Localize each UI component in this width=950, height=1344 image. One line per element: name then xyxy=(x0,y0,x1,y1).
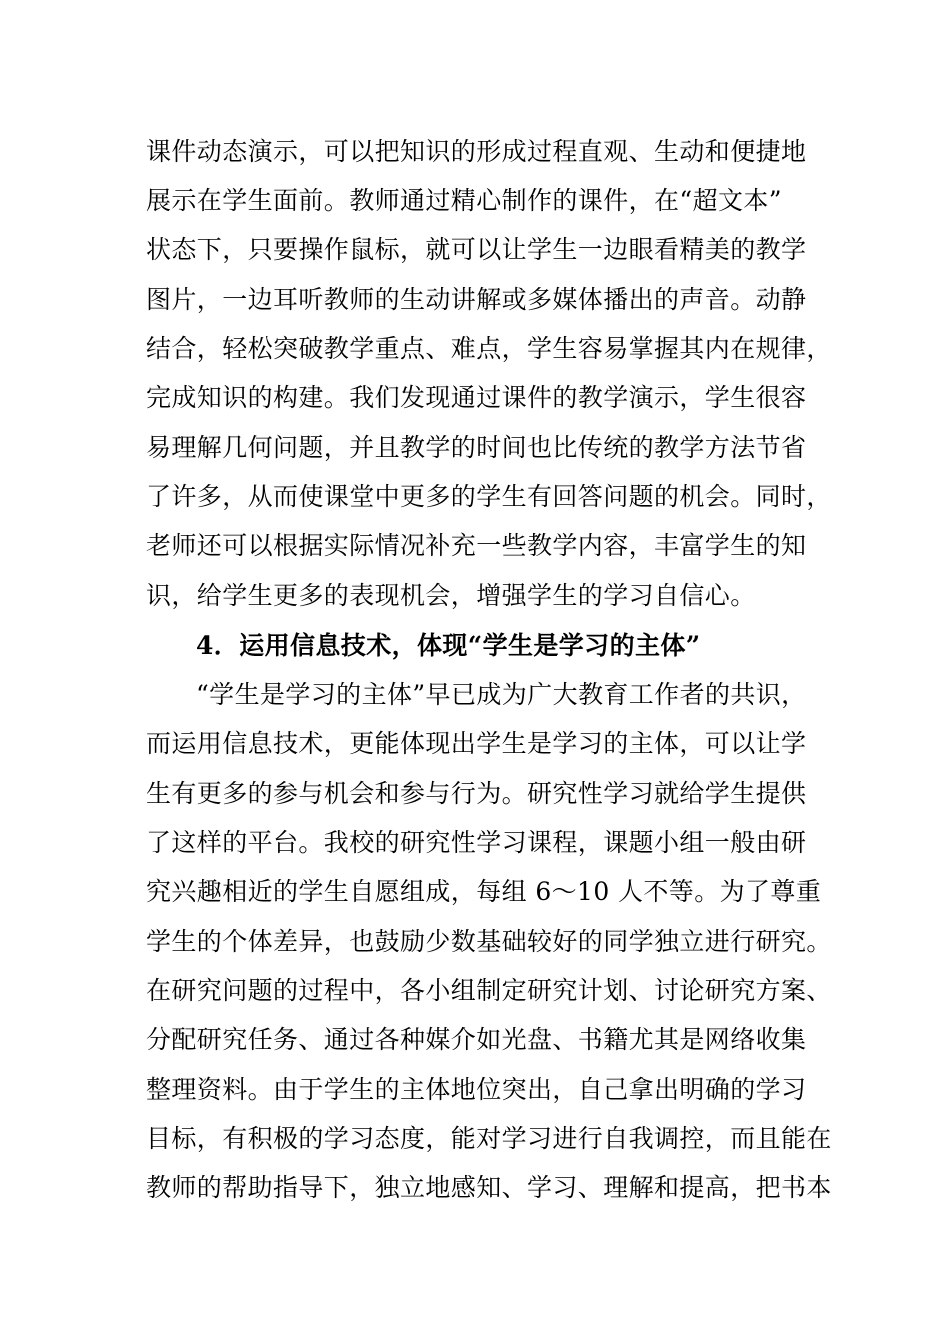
paragraph-line: 展示在学生面前。教师通过精心制作的课件，在“超文本” xyxy=(146,186,782,215)
paragraph-line: 完成知识的构建。我们发现通过课件的教学演示，学生很容 xyxy=(146,383,807,412)
paragraph-line: 在研究问题的过程中，各小组制定研究计划、讨论研究方案、 xyxy=(146,976,832,1005)
paragraph-line: “学生是学习的主体”早已成为广大教育工作者的共识， xyxy=(196,680,807,709)
paragraph-line: 整理资料。由于学生的主体地位突出，自己拿出明确的学习 xyxy=(146,1075,807,1104)
paragraph-line: 识，给学生更多的表现机会，增强学生的学习自信心。 xyxy=(146,581,756,610)
paragraph-line: 生有更多的参与机会和参与行为。研究性学习就给学生提供 xyxy=(146,779,807,808)
paragraph-line: 目标，有积极的学习态度，能对学习进行自我调控，而且能在 xyxy=(146,1124,832,1153)
paragraph-line: 学生的个体差异，也鼓励少数基础较好的同学独立进行研究。 xyxy=(146,927,832,956)
section-heading: 4．运用信息技术，体现“学生是学习的主体” xyxy=(196,631,701,660)
paragraph-line: 了许多，从而使课堂中更多的学生有回答问题的机会。同时， xyxy=(146,482,832,511)
paragraph-line: 结合，轻松突破教学重点、难点，学生容易掌握其内在规律， xyxy=(146,334,832,363)
paragraph-line: 老师还可以根据实际情况补充一些教学内容，丰富学生的知 xyxy=(146,531,807,560)
paragraph-line: 分配研究任务、通过各种媒介如光盘、书籍尤其是网络收集 xyxy=(146,1025,807,1054)
paragraph-line: 了这样的平台。我校的研究性学习课程，课题小组一般由研 xyxy=(146,828,807,857)
paragraph-line: 课件动态演示，可以把知识的形成过程直观、生动和便捷地 xyxy=(146,137,807,166)
paragraph-line: 教师的帮助指导下，独立地感知、学习、理解和提高，把书本 xyxy=(146,1173,832,1202)
paragraph-line: 图片，一边耳听教师的生动讲解或多媒体播出的声音。动静 xyxy=(146,285,807,314)
paragraph-line: 状态下，只要操作鼠标，就可以让学生一边眼看精美的教学 xyxy=(146,235,807,264)
paragraph-line: 究兴趣相近的学生自愿组成，每组 6～10 人不等。为了尊重 xyxy=(146,877,822,906)
paragraph-line: 易理解几何问题，并且教学的时间也比传统的教学方法节省 xyxy=(146,433,807,462)
paragraph-line: 而运用信息技术，更能体现出学生是学习的主体，可以让学 xyxy=(146,729,807,758)
